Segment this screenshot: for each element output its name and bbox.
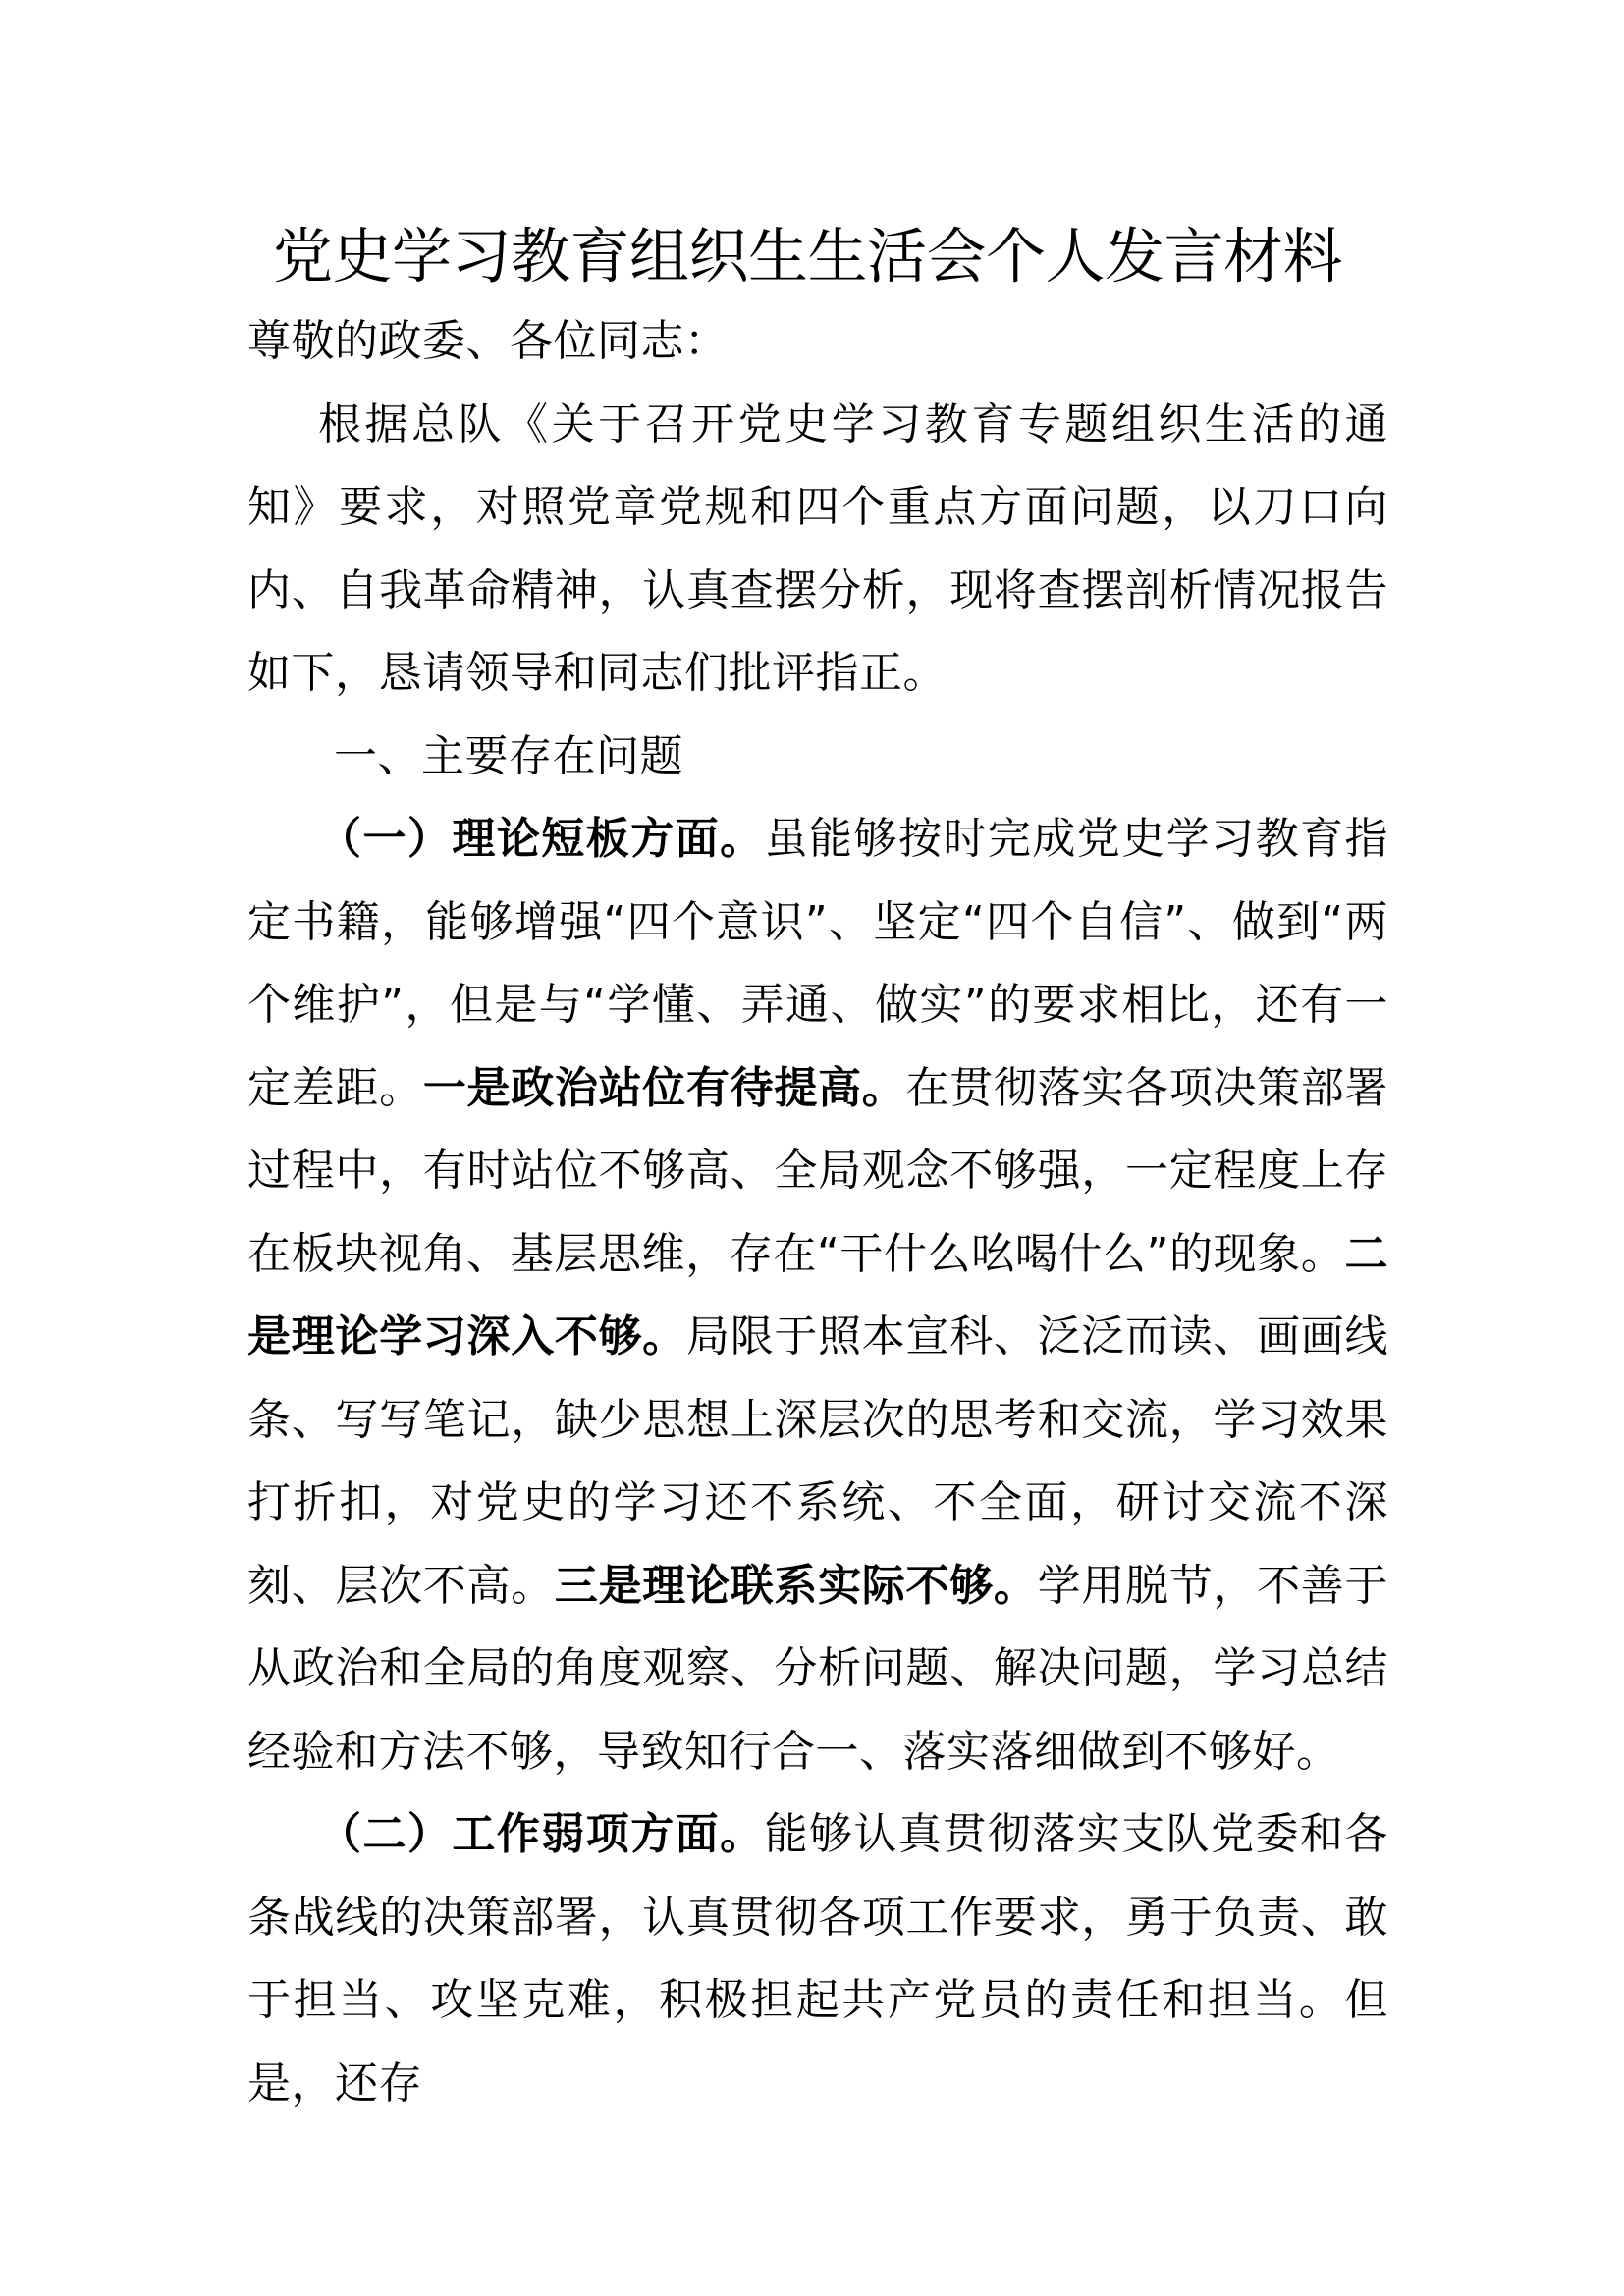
point-2-text: 局限于照本宣科、泛泛而读、画画线条、写写笔记，缺少思想上深层次的思考和交流，学习效果打折扣，对党史的学习还不系统、不全面，研讨交流不深刻、层次不高。 [247,1311,1388,1611]
item-2-text: 能够认真贯彻落实支队党委和各条战线的决策部署，认真贯彻各项工作要求，勇于负责、敢于担当、攻坚克难，积极担起共产党员的责任和担当。但是，还存 [247,1809,1389,2109]
item-paragraph-2 [247,1793,1388,2125]
document-title: 党史学习教育组织生生活会个人发言材料 [273,222,1343,292]
document-body [247,300,1388,2125]
point-1-label: 一是政治站位有待提高。 [422,1062,906,1113]
point-2-label: 二是理论学习深入不够。 [247,1228,1388,1362]
item-2-label: （二）工作弱项方面。 [318,1809,765,1859]
point-3-label: 三是理论联系实际不够。 [554,1560,1038,1611]
item-1-text: 虽能够按时完成党史学习教育指定书籍，能够增强“四个意识”、坚定“四个自信”、做到“两个维护”，但是与“学懂、弄通、做实”的要求相比，还有一定差距。 [247,814,1389,1113]
salutation: 尊敬的政委、各位同志： [247,316,729,366]
intro-paragraph: 根据总队《关于召开党史学习教育专题组织生活的通知》要求，对照党章党规和四个重点方面问题，以刀口向内、自我革命精神，认真查摆分析，现将查摆剖析情况报告如下，恳请领导和同志们批评指正。 [247,399,1388,698]
item-paragraph-1 [247,798,1388,1793]
item-1-label: （一）理论短板方面。 [318,814,765,864]
section-heading: 一、主要存在问题 [334,730,683,781]
point-1-text: 在贯彻落实各项决策部署过程中，有时站位不够高、全局观念不够强，一定程度上存在板块视角、基层思维，存在“干什么吆喝什么”的现象。 [247,1062,1389,1279]
point-3-text: 学用脱节，不善于从政治和全局的角度观察、分析问题、解决问题，学习总结经验和方法不够，导致知行合一、落实落细做到不够好。 [247,1560,1389,1777]
